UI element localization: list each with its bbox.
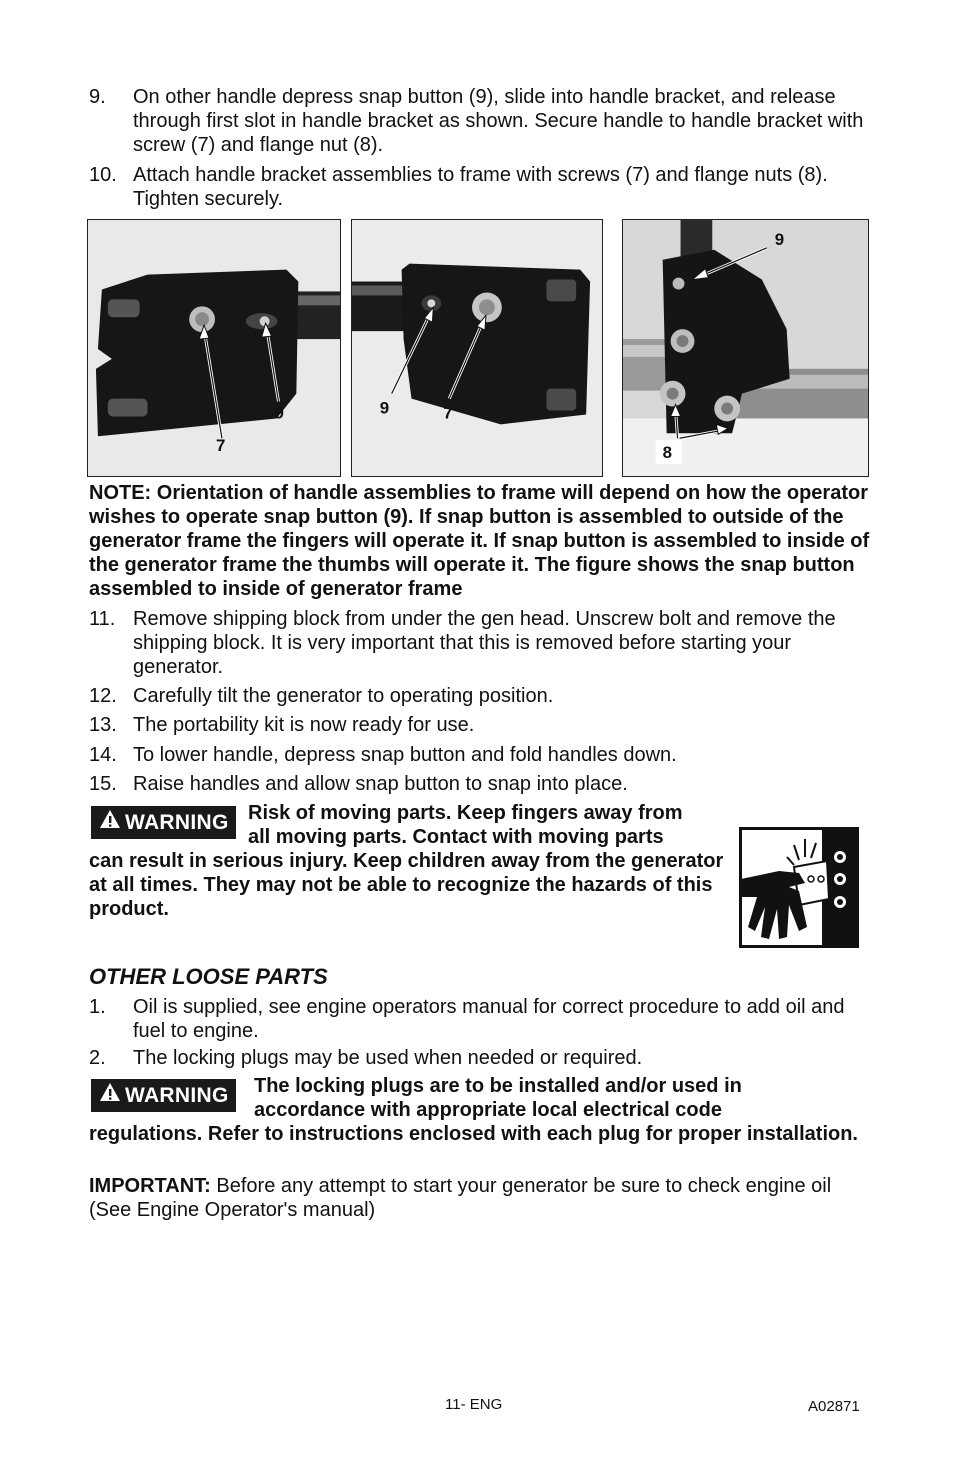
warning1-line2: all moving parts. Contact with moving parts (248, 826, 664, 848)
figure-handle-bracket-left (87, 219, 341, 477)
warning-triangle-icon (99, 806, 121, 839)
step-12 (89, 684, 879, 708)
section-title: OTHER LOOSE PARTS (89, 964, 328, 989)
step-text: Attach handle bracket assemblies to frame with screws (7) and flange nuts (8). Tighten securely. (133, 164, 828, 210)
bracket-photo-center (352, 220, 602, 476)
warning2-body: regulations. Refer to instructions enclosed with each plug for proper installation. (89, 1123, 858, 1145)
warning1-body: can result in serious injury. Keep children away from the generator at all times. They may not be able to recognize the hazards of this product. (89, 850, 724, 920)
callout-7: 7 (443, 403, 453, 423)
step-number: 11. (89, 608, 116, 630)
step-number: 12. (89, 685, 117, 707)
step-text: Raise handles and allow snap button to snap into place. (133, 773, 628, 795)
step-11 (89, 607, 879, 679)
step-13 (89, 713, 879, 737)
step-number: 14. (89, 744, 117, 766)
callout-9: 9 (379, 398, 390, 418)
important-notice (89, 1174, 869, 1222)
step-text: Remove shipping block from under the gen head. Unscrew bolt and remove the shipping block. It is very important that this is removed before starting your generator. (133, 608, 836, 678)
step-number: 1. (89, 996, 106, 1018)
orientation-note: NOTE: Orientation of handle assemblies to frame will depend on how the operator wishes to operate snap button (9). If snap button is assembled to outside of the generator frame the fingers will operate it. If snap button is assembled to inside of the generator frame the thumbs will operate it. The figure shows the snap button assembled to inside of generator frame (89, 482, 870, 600)
warning-triangle-icon (99, 1079, 121, 1112)
step-15 (89, 772, 879, 796)
bracket-photo-left (88, 220, 340, 476)
callout-9: 9 (274, 403, 284, 423)
step-number: 15. (89, 773, 117, 795)
warning-label: WARNING (125, 1084, 229, 1107)
step-9 (89, 85, 879, 157)
step-number: 2. (89, 1047, 106, 1069)
step-text: To lower handle, depress snap button and fold handles down. (133, 744, 677, 766)
step-14 (89, 743, 879, 767)
important-label: IMPORTANT: (89, 1175, 211, 1197)
warning-badge (91, 806, 236, 839)
bracket-photo-right (623, 220, 868, 476)
warning-badge (91, 1079, 236, 1112)
important-text: Before any attempt to start your generator be sure to check engine oil (See Engine Operator's manual) (89, 1175, 832, 1221)
warning-label: WARNING (125, 811, 229, 834)
warning2-line2: accordance with appropriate local electrical code (254, 1099, 722, 1121)
loose-step-2 (89, 1046, 879, 1070)
callout-9: 9 (774, 229, 785, 249)
step-text: Oil is supplied, see engine operators manual for correct procedure to add oil and fuel to engine. (133, 996, 845, 1042)
warning1-line1: Risk of moving parts. Keep fingers away from (248, 802, 683, 824)
warning2-line1: The locking plugs are to be installed and/or used in (254, 1075, 742, 1097)
page-number: 11- ENG (445, 1396, 503, 1413)
step-number: 10. (89, 164, 117, 186)
step-10 (89, 163, 879, 211)
step-number: 13. (89, 714, 117, 736)
loose-step-1 (89, 995, 879, 1043)
callout-8: 8 (662, 443, 673, 463)
step-text: On other handle depress snap button (9), slide into handle bracket, and release through first slot in handle bracket as shown. Secure handle to handle bracket with screw (7) and flange nut (8). (133, 86, 864, 156)
figure-handle-bracket-center (351, 219, 603, 477)
step-number: 9. (89, 86, 106, 108)
figure-bracket-frame (622, 219, 869, 477)
step-text: Carefully tilt the generator to operating position. (133, 685, 554, 707)
moving-parts-hazard-icon (739, 827, 859, 948)
step-text: The portability kit is now ready for use. (133, 714, 475, 736)
document-code: A02871 (808, 1398, 860, 1415)
step-text: The locking plugs may be used when needed or required. (133, 1047, 643, 1069)
callout-7: 7 (215, 436, 226, 456)
